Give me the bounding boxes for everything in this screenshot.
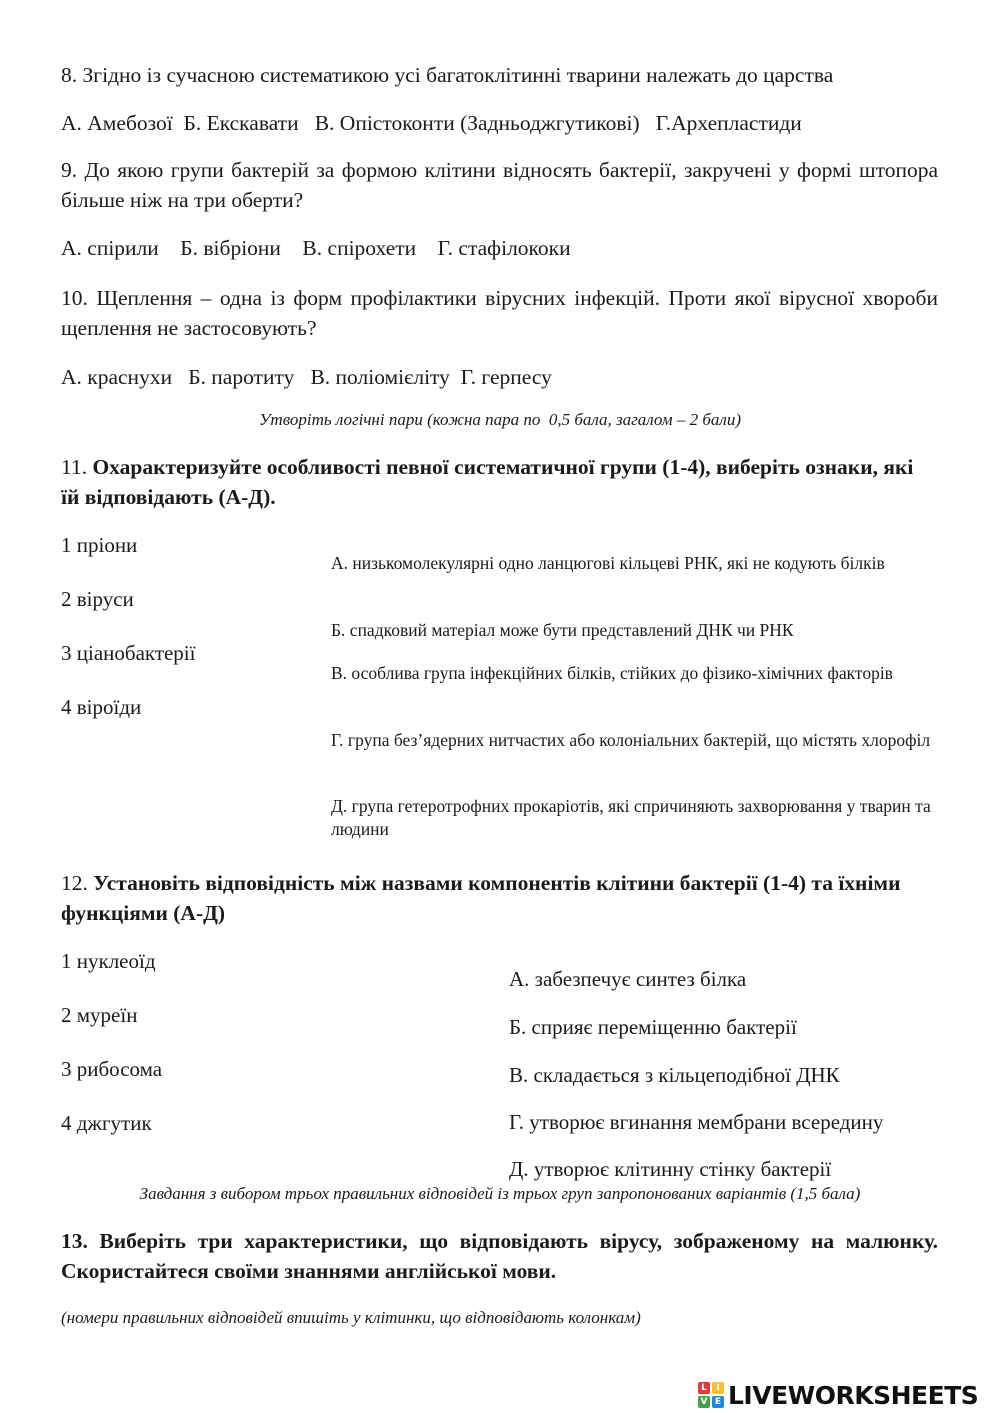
question-9-options: А. спірили Б. вібріони В. спірохети Г. стафілококи <box>61 236 571 260</box>
logo-mark-icon <box>698 1382 724 1408</box>
q12-option-a: А. забезпечує синтез білка <box>509 967 747 991</box>
q12-item-3: 3 рибосома <box>61 1057 163 1081</box>
logo-letter-l: L <box>698 1382 710 1394</box>
question-13-hint: (номери правильних відповідей впишіть у клітинки, що відповідають колонкам) <box>61 1308 641 1327</box>
logo-letter-e: E <box>712 1396 724 1408</box>
q12-option-d: Д. утворює клітинну стінку бактерії <box>509 1157 832 1181</box>
question-12-title <box>61 868 931 928</box>
q11-item-2: 2 віруси <box>61 587 134 611</box>
question-8-text: 8. Згідно із сучасною систематикою усі багатоклітинні тварини належать до царства <box>61 63 834 87</box>
q11-option-a: А. низькомолекулярні одно ланцюгові кільцеві РНК, які не кодують білків <box>331 553 885 573</box>
q11-option-v: В. особлива група інфекційних білків, стійких до фізико-хімічних факторів <box>331 663 893 683</box>
logo-text: LIVEWORKSHEETS <box>728 1380 979 1410</box>
question-12-number: 12. <box>61 871 94 895</box>
q11-option-d: Д. група гетеротрофних прокаріотів, які спричиняють захворювання у тварин та людини <box>331 796 931 839</box>
question-8-options: А. Амебозої Б. Екскавати В. Опістоконти (Задньоджгутикові) Г.Архепластиди <box>61 111 802 135</box>
q11-option-g: Г. група без’ядерних нитчастих або колоніальних бактерій, що містять хлорофіл <box>331 730 931 750</box>
question-11-title <box>61 452 931 512</box>
q12-item-2: 2 муреїн <box>61 1003 138 1027</box>
question-9-text: 9. До якою групи бактерій за формою клітини відносять бактерії, закручені у формі штопора більше ніж на три оберти? <box>61 158 938 212</box>
q11-item-3: 3 ціанобактерії <box>61 641 196 665</box>
question-10-text: 10. Щеплення – одна із форм профілактики вірусних інфекцій. Проти якої вірусної хвороби щеплення не застосовують? <box>61 286 938 340</box>
liveworksheets-logo[interactable] <box>698 1380 978 1410</box>
q11-item-4: 4 віроїди <box>61 695 142 719</box>
q12-item-4: 4 джгутик <box>61 1111 152 1135</box>
question-13-title: 13. Виберіть три характеристики, що відповідають вірусу, зображеному на малюнку. Скористайтеся своїми знаннями англійської мови. <box>61 1229 938 1283</box>
q11-item-1: 1 пріони <box>61 533 138 557</box>
question-11-number: 11. <box>61 455 93 479</box>
section-note-pairs: Утворіть логічні пари (кожна пара по 0,5 бала, загалом – 2 бали) <box>258 410 742 429</box>
logo-letter-v: V <box>698 1396 710 1408</box>
q11-option-b: Б. спадковий матеріал може бути представлений ДНК чи РНК <box>331 620 794 640</box>
q12-option-g: Г. утворює вгинання мембрани всередину <box>509 1110 884 1134</box>
question-10-options: А. краснухи Б. паротиту В. поліомієліту Г. герпесу <box>61 365 552 389</box>
q12-option-v: В. складається з кільцеподібної ДНК <box>509 1063 840 1087</box>
q12-option-b: Б. сприяє переміщенню бактерії <box>509 1015 797 1039</box>
question-11-title-text: Охарактеризуйте особливості певної систематичної групи (1-4), виберіть ознаки, які їй відповідають (А-Д). <box>61 455 914 509</box>
question-12-title-text: Установіть відповідність між назвами компонентів клітини бактерії (1-4) та їхніми функціями (А-Д) <box>61 871 901 925</box>
q12-item-1: 1 нуклеоїд <box>61 949 156 973</box>
section-note-three-answers: Завдання з вибором трьох правильних відповідей із трьох груп запропонованих варіантів (1,5 бала) <box>139 1184 861 1203</box>
logo-letter-i: I <box>712 1382 724 1394</box>
